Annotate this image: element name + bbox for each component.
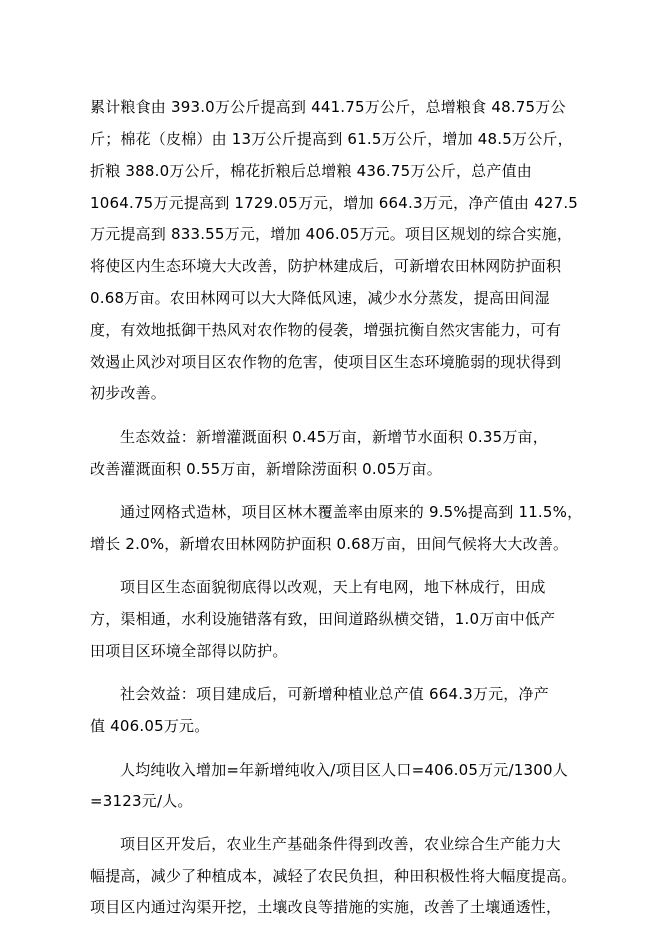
text-line: 斤；棉花（皮棉）由 13万公斤提高到 61.5万公斤，增加 48.5万公斤， [90,130,573,148]
text-line: 将使区内生态环境大大改善，防护林建成后，可新增农田林网防护面积 [90,257,562,275]
text-line: 改善灌溉面积 0.55万亩，新增除涝面积 0.05万亩。 [90,460,442,478]
text-line: 项目区生态面貌彻底得以改观，天上有电网，地下林成行，田成 [120,578,546,596]
text-line: 效遏止风沙对项目区农作物的危害，使项目区生态环境脆弱的现状得到 [90,353,562,371]
text-line: =3123元/人。 [90,792,193,810]
text-line: 方，渠相通，水利设施错落有致，田间道路纵横交错，1.0万亩中低产 [90,610,556,628]
text-line: 万元提高到 833.55万元，增加 406.05万元。项目区规划的综合实施， [90,225,573,243]
text-line: 项目区内通过沟渠开挖，土壤改良等措施的实施，改善了土壤通透性， [90,898,562,916]
text-line: 折粮 388.0万公斤，棉花折粮后总增粮 436.75万公斤，总产值由 [90,162,532,180]
text-line: 社会效益：项目建成后，可新增种植业总产值 664.3万元，净产 [120,685,549,703]
text-line: 度，有效地抵御干热风对农作物的侵袭，增强抗衡自然灾害能力，可有 [90,321,562,339]
text-line: 生态效益：新增灌溉面积 0.45万亩，新增节水面积 0.35万亩， [120,428,548,446]
text-line: 累计粮食由 393.0万公斤提高到 441.75万公斤，总增粮食 48.75万公 [90,98,566,116]
text-line: 增长 2.0%，新增农田林网防护面积 0.68万亩，田间气候将大大改善。 [90,535,569,553]
text-line: 人均纯收入增加=年新增纯收入/项目区人口=406.05万元/1300人 [120,761,568,779]
text-line: 0.68万亩。农田林网可以大大降低风速，减少水分蒸发，提高田间湿 [90,289,550,307]
text-line: 幅提高，减少了种植成本，减轻了农民负担，种田积极性将大幅度提高。 [90,867,577,885]
text-line: 项目区开发后，农业生产基础条件得到改善，农业综合生产能力大 [120,835,561,853]
text-line: 初步改善。 [90,384,167,402]
text-line: 田项目区环境全部得以防护。 [90,642,288,660]
text-line: 通过网格式造林，项目区林木覆盖率由原来的 9.5%提高到 11.5%， [120,503,583,521]
text-line: 值 406.05万元。 [90,717,210,735]
text-line: 1064.75万元提高到 1729.05万元，增加 664.3万元，净产值由 427.5 [90,194,579,212]
